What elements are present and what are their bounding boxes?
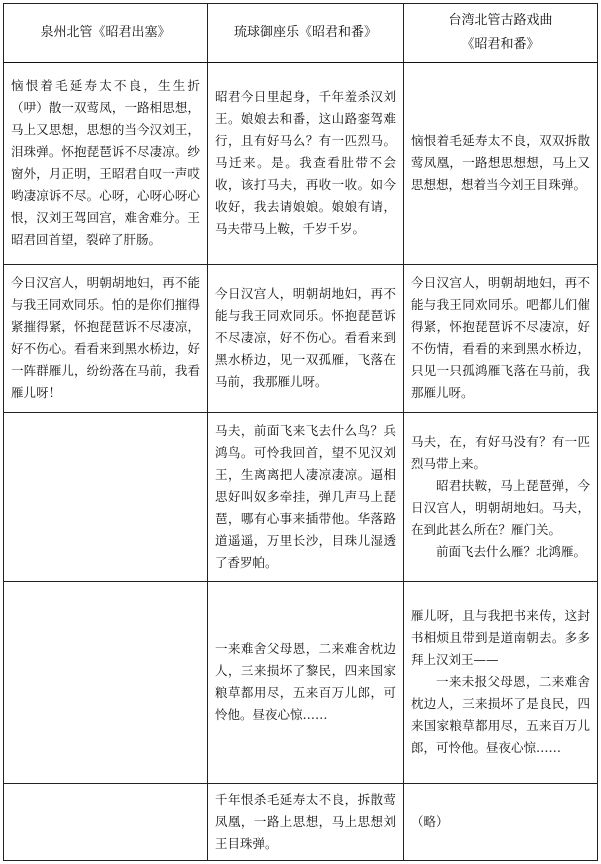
cell-ryukyu: 昭君今日里起身，千年羞杀汉刘王。娘娘去和番，这山路銮驾难行，且有好马么？有一匹烈马。马迁来。是。我查看肚带不会收，该打马夫，再收一收。如今收好，我去请娘娘。娘娘有请，马夫带马上鞍，千岁千岁。 <box>208 63 404 264</box>
table-row <box>4 582 598 783</box>
cell-taiwan: 今日汉宫人，明朝胡地妇，再不能与我王同欢同乐。吧都儿们催得紧，怀抱琵琶诉不尽凄凉，好不伤情，看看的来到黑水桥边，只见一只孤鸿雁飞落在马前，我那雁儿呀。 <box>404 264 598 413</box>
table-row <box>4 63 598 264</box>
cell-ryukyu: 今日汉宫人，明朝胡地妇，再不能与我王同欢同乐。怀抱琵琶诉不尽凄凉，好不伤心。看看来到黑水桥边，见一双孤雁，飞落在马前，我那雁儿呀。 <box>208 264 404 413</box>
cell-taiwan: （略） <box>404 783 598 860</box>
header-taiwan: 台湾北管古路戏曲 《昭君和番》 <box>404 4 598 63</box>
header-ryukyu: 琉球御座乐《昭君和番》 <box>208 4 404 63</box>
cell-quanzhou-empty <box>4 783 208 860</box>
cell-taiwan: 雁儿呀，且与我把书来传，这封书相烦且带到是道南朝去。多多拜上汉刘王—— 一来未报父母恩，二来难舍枕边人，三来损坏了是良民，四来国家粮草都用尽，五来百万儿郎，可怜他。昼夜心惊…… <box>404 582 598 783</box>
cell-quanzhou: 恼恨着毛延寿太不良，生生折（吚）散一双莺凤，一路相思想，马上又思想，思想的当今汉刘王，泪珠弹。怀抱琵琶诉不尽凄凉。纱窗外，月正明，王昭君自叹一声哎哟凄凉诉不尽。心呀，心呀心呀心恨，汉刘王驾回宫，难舍难分。王昭君回首望，裂碎了肝肠。 <box>4 63 208 264</box>
cell-taiwan: 马夫，在，有好马没有？有一匹烈马带上来。 昭君扶鞍，马上琵琶弹，今日汉宫人，明朝胡地妇。马夫，在到此甚么所在？雁门关。 前面飞去什么雁？北鸿雁。 <box>404 413 598 582</box>
cell-ryukyu: 一来难舍父母恩，二来难舍枕边人，三来损坏了黎民，四来国家粮草都用尽，五来百万儿郎，可怜他。昼夜心惊…… <box>208 582 404 783</box>
comparison-table <box>3 3 598 861</box>
table-row <box>4 783 598 860</box>
cell-ryukyu: 千年恨杀毛延寿太不良，拆散莺凤凰，一路上思想，马上思想刘王目珠弹。 <box>208 783 404 860</box>
cell-quanzhou-empty <box>4 413 208 582</box>
cell-taiwan: 恼恨着毛延寿太不良，双双拆散莺凤凰，一路想思想想，马上又思想想，想着当今刘王目珠弹。 <box>404 63 598 264</box>
header-quanzhou: 泉州北管《昭君出塞》 <box>4 4 208 63</box>
table-row <box>4 413 598 582</box>
header-row <box>4 4 598 63</box>
table-row <box>4 264 598 413</box>
cell-ryukyu: 马夫，前面飞来飞去什么鸟？兵鸿鸟。可怜我回首，望不见汉刘王，生离离把人凄凉凄凉。逼相思好叫奴多牵挂，弹几声马上琵琶，哪有心事来插带他。华落路道遥遥，万里长沙，目珠儿湿透了香罗帕。 <box>208 413 404 582</box>
cell-quanzhou: 今日汉宫人，明朝胡地妇，再不能与我王同欢同乐。怕的是你们摧得紧摧得紧，怀抱琵琶诉不尽凄凉，好不伤心。看看来到黑水桥边，好一阵群雁儿，纷纷落在马前，我看雁儿呀！ <box>4 264 208 413</box>
cell-quanzhou-empty <box>4 582 208 783</box>
